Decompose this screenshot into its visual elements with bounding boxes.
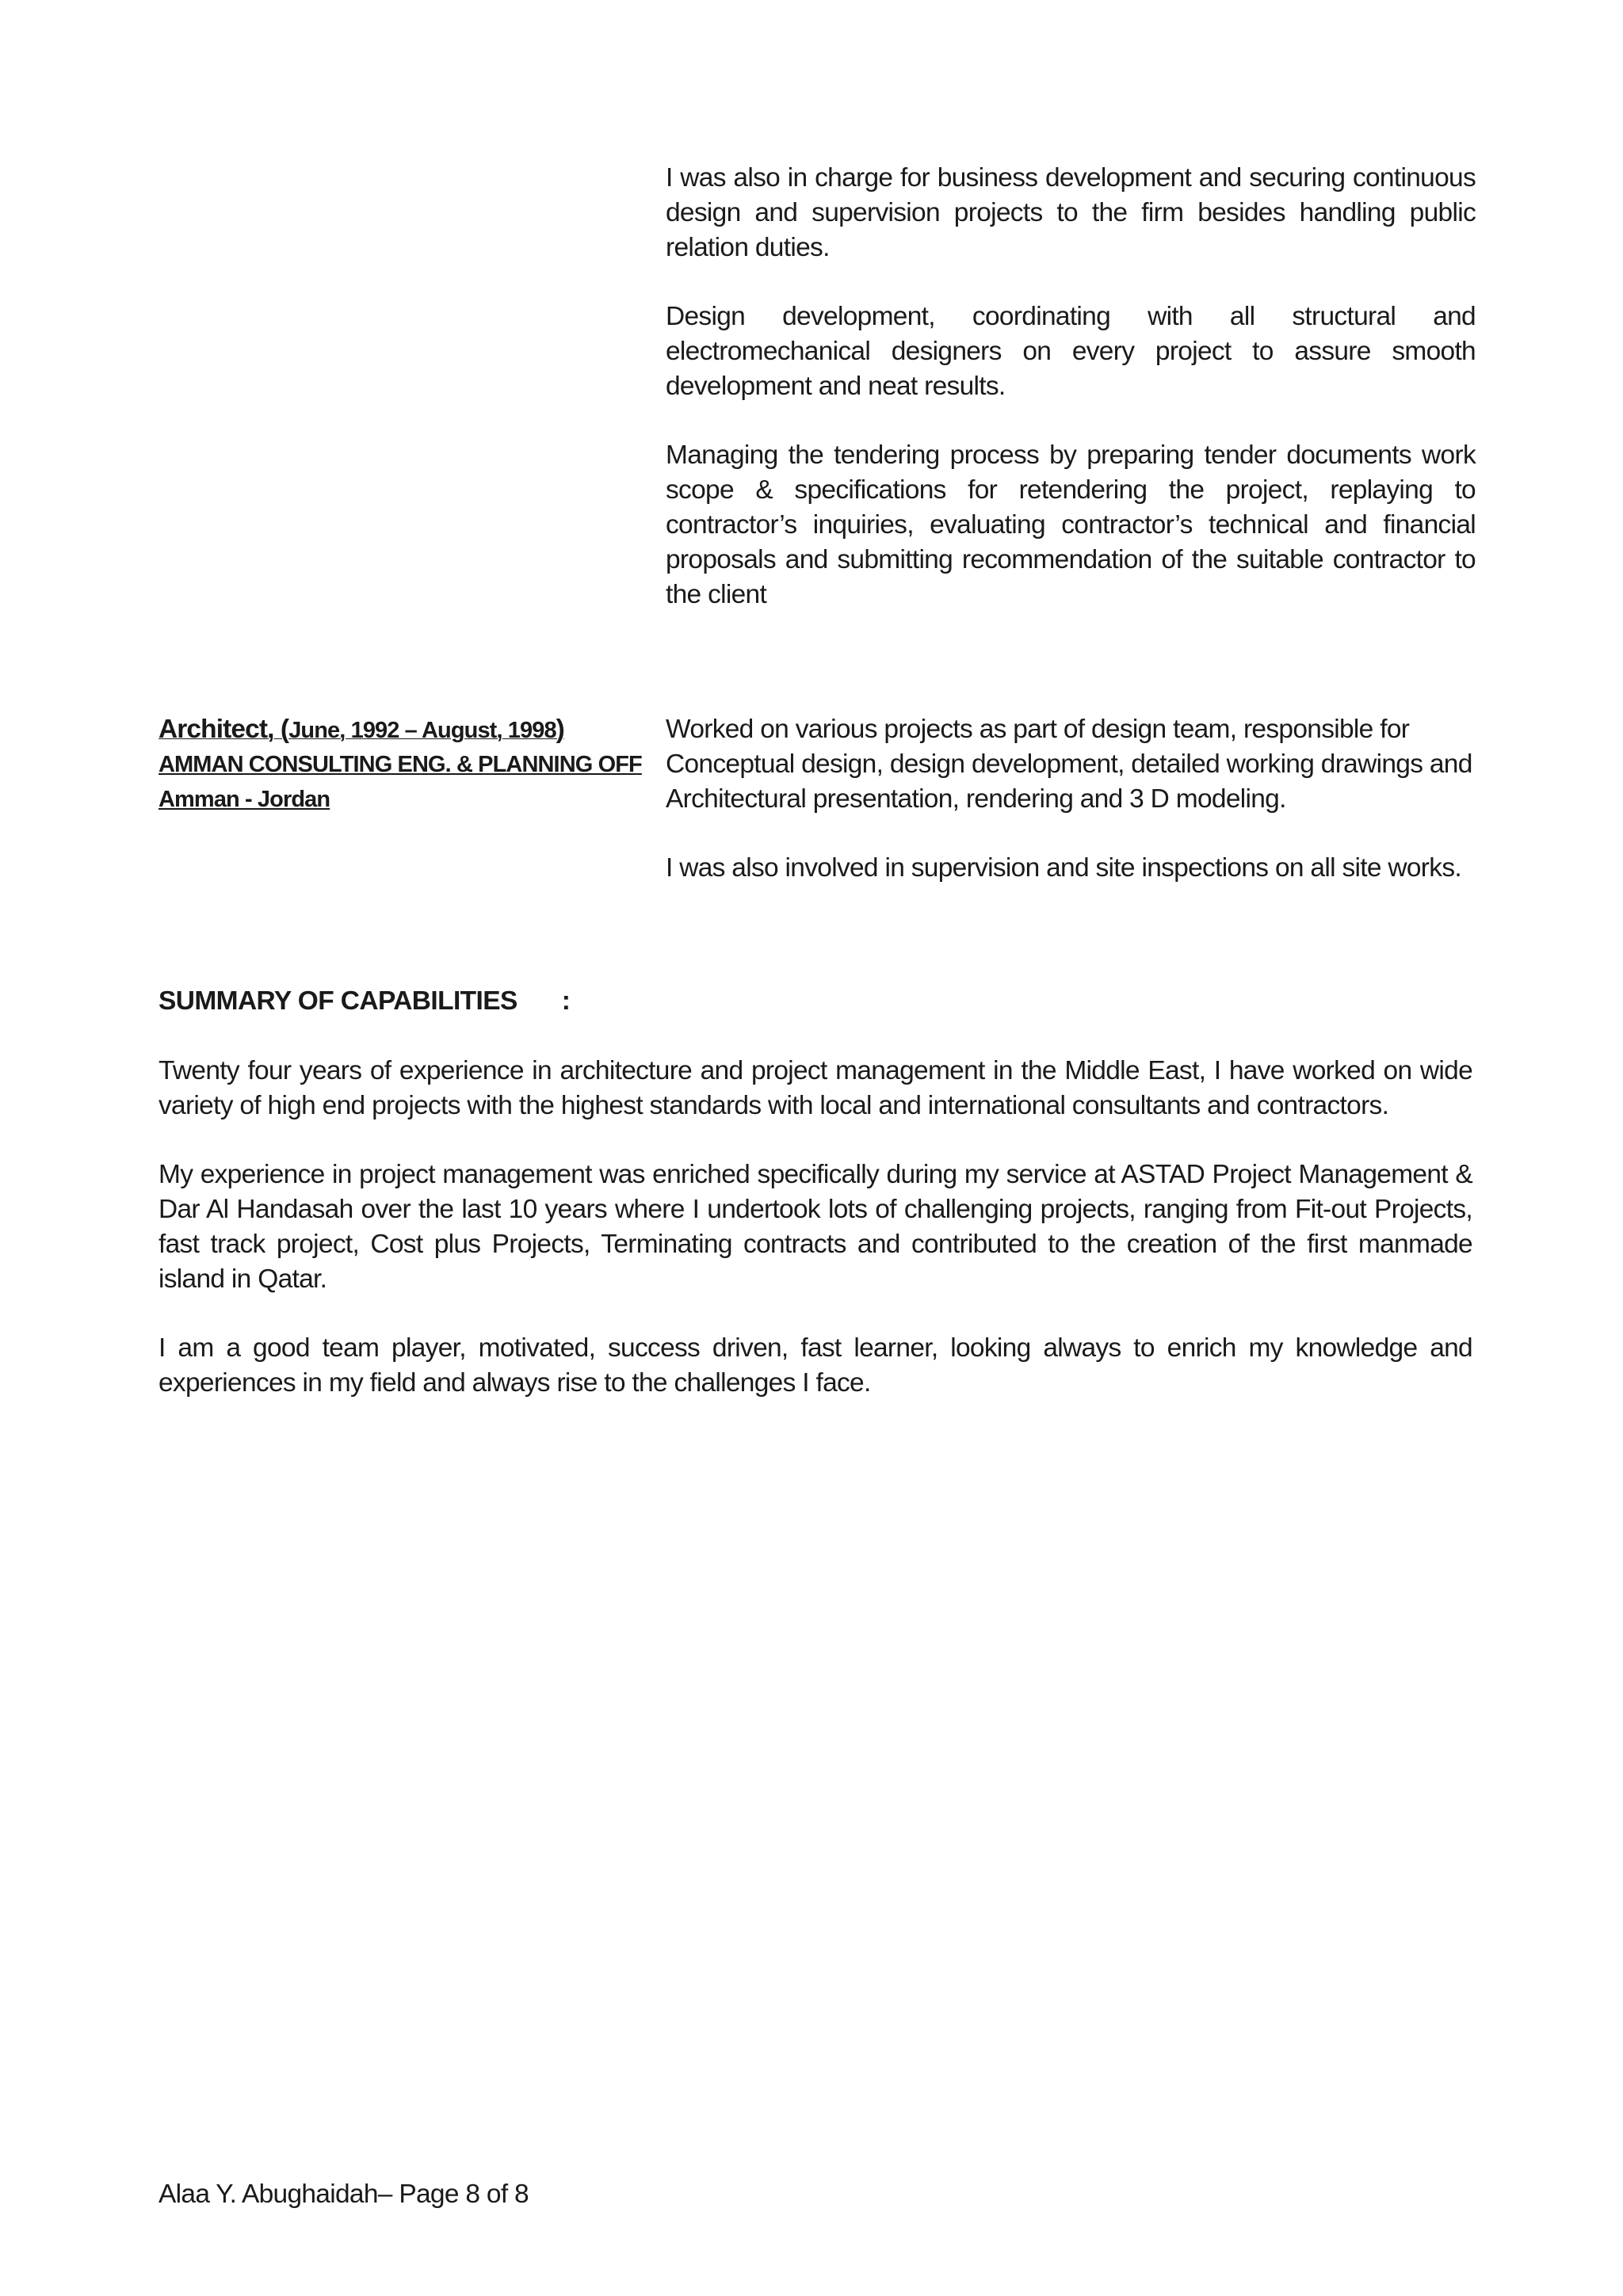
responsibility-paragraph: I was also in charge for business development and securing continuous design and supervision projects to the firm besides handling public relation duties.	[666, 163, 1476, 262]
company-name: AMMAN CONSULTING ENG. & PLANNING OFF	[158, 752, 642, 777]
summary-paragraph: My experience in project management was enriched specifically during my service at ASTAD Project Management & Dar Al Handasah over the last 10 years where I undertook lots of challenging projects, ranging from Fit-out Projects, fast track project, Cost plus Projects, Terminating contracts and contributed to the creation of the first manmade island in Qatar.	[158, 1160, 1472, 1294]
responsibility-paragraph: Design development, coordinating with all structural and electromechanical designers on every project to assure smooth development and neat results.	[666, 302, 1476, 401]
summary-paragraph: I am a good team player, motivated, success driven, fast learner, looking always to enrich my knowledge and experiences in my field and always rise to the challenges I face.	[158, 1333, 1472, 1398]
experience-description: I was also involved in supervision and site inspections on all site works.	[666, 853, 1461, 883]
responsibility-paragraph: Managing the tendering process by preparing tender documents work scope & specifications for retendering the project, replaying to contractor’s inquiries, evaluating contractor’s technical and financial proposals and submitting recommendation of the suitable contractor to the client	[666, 441, 1476, 609]
role-title-close: )	[556, 715, 564, 744]
role-dates: June, 1992 – August, 1998	[288, 718, 556, 743]
summary-heading-colon: :	[561, 986, 571, 1016]
role-title: Architect, (	[158, 715, 289, 744]
summary-heading-text: SUMMARY OF CAPABILITIES	[158, 986, 517, 1016]
summary-paragraph: Twenty four years of experience in architecture and project management in the Middle East, I have worked on wide variety of high end projects with the highest standards with local and international consultants and contractors.	[158, 1056, 1472, 1120]
experience-role-block	[158, 712, 666, 817]
page-footer: Alaa Y. Abughaidah– Page 8 of 8	[158, 2180, 529, 2209]
role-title-line	[158, 712, 666, 747]
company-location: Amman - Jordan	[158, 787, 330, 812]
experience-description: Worked on various projects as part of design team, responsible for Conceptual design, design development, detailed working drawings and Architectural presentation, rendering and 3 D modeling.	[666, 715, 1472, 814]
summary-heading	[158, 984, 570, 1019]
